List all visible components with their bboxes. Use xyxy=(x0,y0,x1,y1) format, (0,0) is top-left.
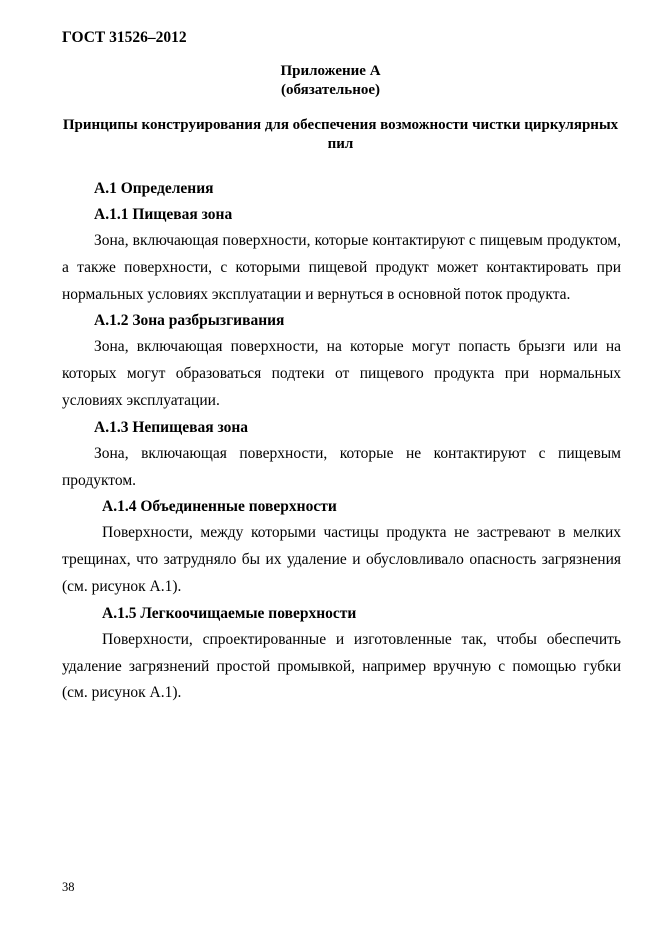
section-heading-a1-2: А.1.2 Зона разбрызгивания xyxy=(94,312,285,330)
section-text-a1-2: Зона, включающая поверхности, на которые могут попасть брызги или на которых могут образоваться подтеки от пищевого продукта при нормальных условиях эксплуатации. xyxy=(62,338,621,409)
section-heading-a1-5: А.1.5 Легкоочищаемые поверхности xyxy=(102,604,357,622)
document-body xyxy=(62,176,621,707)
section-text-a1-4: Поверхности, между которыми частицы продукта не застревают в мелких трещинах, что затрудняло бы их удаление и обусловливало опасность загрязнения (см. рисунок А.1). xyxy=(62,524,621,595)
section-text-a1-5: Поверхности, спроектированные и изготовленные так, чтобы обеспечить удаление загрязнений простой промывкой, например вручную с помощью губки (см. рисунок А.1). xyxy=(62,630,621,702)
section-heading-a1: А.1 Определения xyxy=(94,180,214,197)
appendix-status: (обязательное) xyxy=(280,82,381,98)
page-number: 38 xyxy=(62,880,75,894)
section-heading-a1-3: А.1.3 Непищевая зона xyxy=(94,418,249,436)
section-heading-a1-1: А.1.1 Пищевая зона xyxy=(94,206,233,223)
appendix-heading xyxy=(0,62,661,100)
appendix-label: Приложение А xyxy=(280,63,381,79)
section-text-a1-1: Зона, включающая поверхности, которые контактируют с пищевым продуктом, а также поверхности, с которыми пищевой продукт может контактировать при нормальных условиях эксплуатации и вернуться в основной поток продукта. xyxy=(62,232,621,303)
standard-header: ГОСТ 31526–2012 xyxy=(62,29,187,46)
section-text-a1-3: Зона, включающая поверхности, которые не контактируют с пищевым продуктом. xyxy=(62,444,621,489)
section-heading-a1-4: А.1.4 Объединенные поверхности xyxy=(102,498,337,516)
appendix-title: Принципы конструирования для обеспечения возможности чистки циркулярных пил xyxy=(62,117,619,152)
